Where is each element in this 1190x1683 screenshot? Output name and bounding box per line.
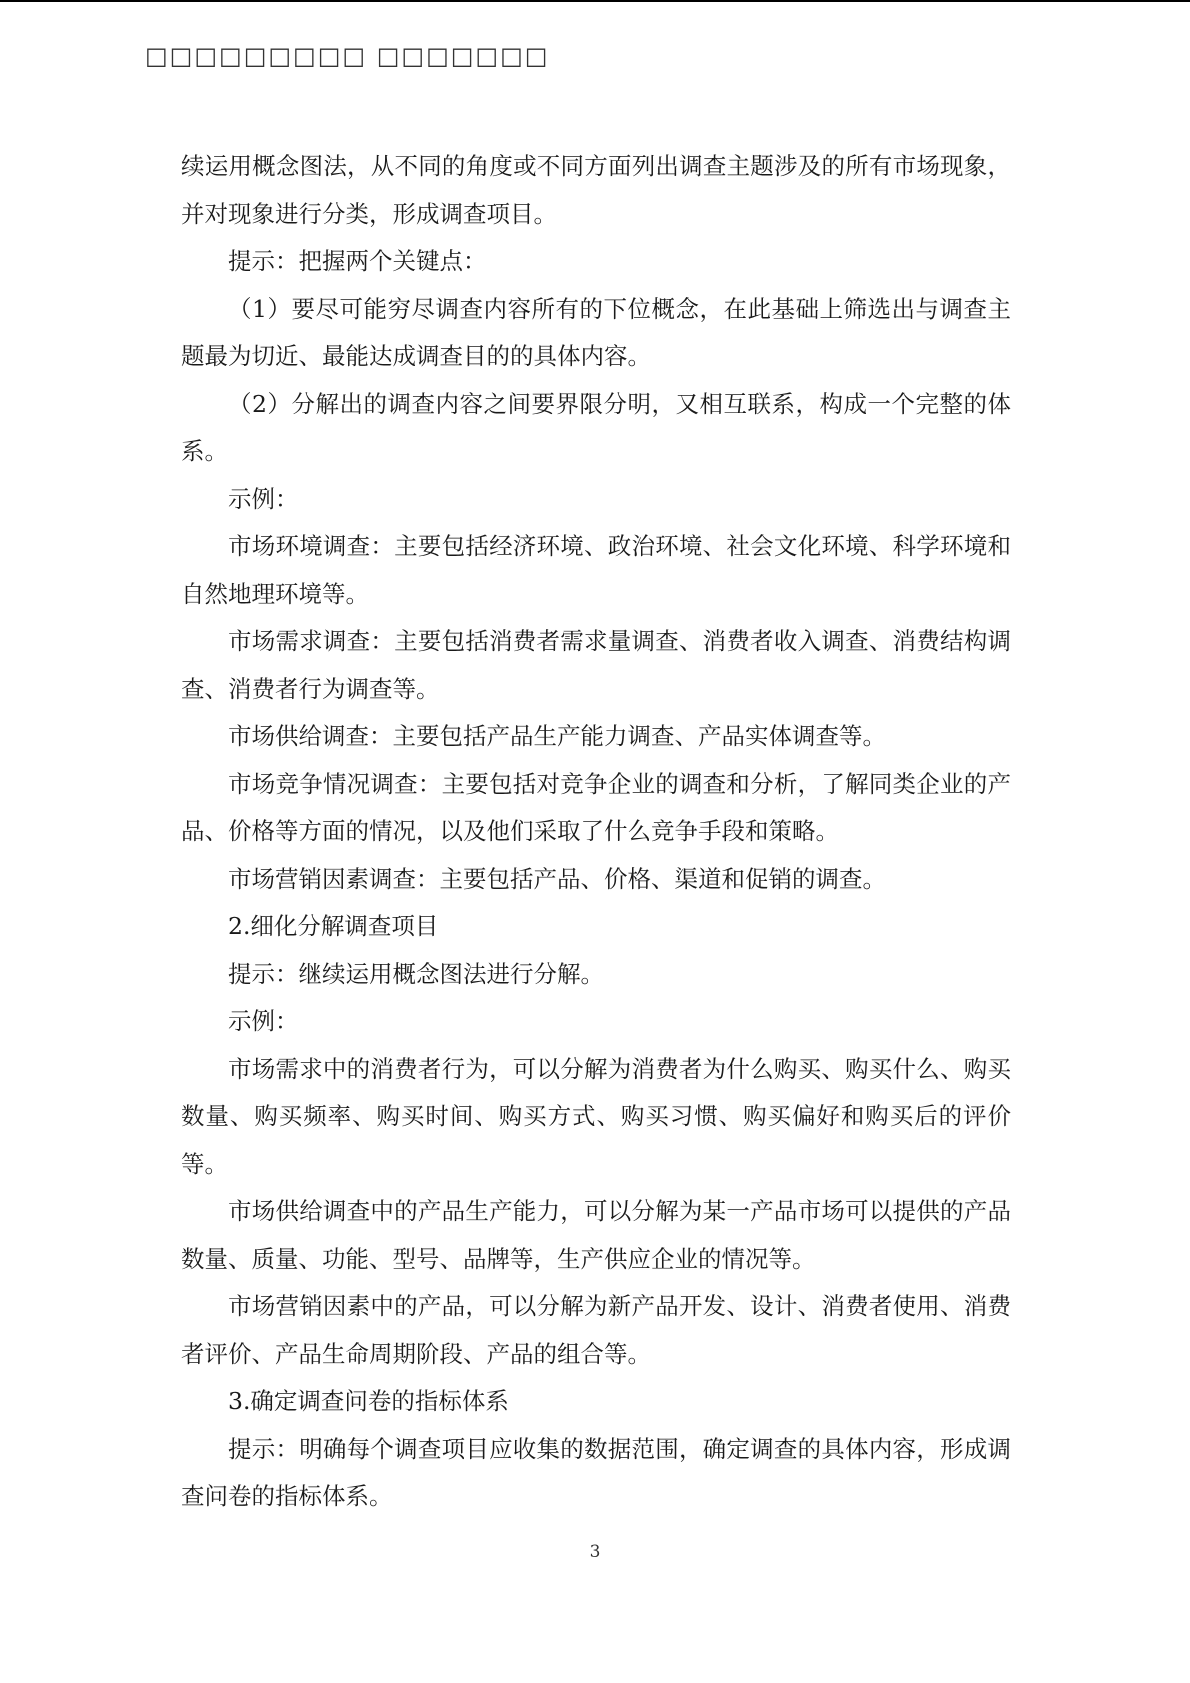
paragraph-market-demand: 市场需求调查：主要包括消费者需求量调查、消费者收入调查、消费结构调查、消费者行为调查等。 (181, 627, 1011, 703)
running-header: □□□□□□□□□ □□□□□□□ (145, 42, 550, 70)
paragraph-production-capacity: 市场供给调查中的产品生产能力，可以分解为某一产品市场可以提供的产品数量、质量、功能、型号、品牌等，生产供应企业的情况等。 (181, 1197, 1011, 1273)
paragraph-market-competition: 市场竞争情况调查：主要包括对竞争企业的调查和分析，了解同类企业的产品、价格等方面的情况，以及他们采取了什么竞争手段和策略。 (181, 769, 1011, 845)
paragraph-consumer-behavior: 市场需求中的消费者行为，可以分解为消费者为什么购买、购买什么、购买数量、购买频率、购买时间、购买方式、购买习惯、购买偏好和购买后的评价等。 (181, 1054, 1011, 1178)
paragraph-market-environment: 市场环境调查：主要包括经济环境、政治环境、社会文化环境、科学环境和自然地理环境等。 (181, 532, 1011, 608)
paragraph-point-2: （2）分解出的调查内容之间要界限分明，又相互联系，构成一个完整的体系。 (181, 389, 1011, 465)
paragraph-example-label: 示例： (228, 484, 299, 513)
paragraph-point-1: （1）要尽可能穷尽调查内容所有的下位概念，在此基础上筛选出与调查主题最为切近、最能达成调查目的的具体内容。 (181, 294, 1011, 370)
paragraph-market-supply: 市场供给调查：主要包括产品生产能力调查、产品实体调查等。 (228, 722, 886, 750)
page-number: 3 (589, 1542, 601, 1562)
paragraph-continuation: 续运用概念图法，从不同的角度或不同方面列出调查主题涉及的所有市场现象，并对现象进行分类，形成调查项目。 (181, 152, 1011, 228)
paragraph-example-label-2: 示例： (228, 1007, 299, 1035)
body-text (181, 143, 1011, 1521)
section-heading-3: 3.确定调查问卷的指标体系 (228, 1387, 509, 1415)
paragraph-hint-indicators: 提示：明确每个调查项目应收集的数据范围，确定调查的具体内容，形成调查问卷的指标体系。 (181, 1434, 1011, 1510)
paragraph-marketing-factors: 市场营销因素调查：主要包括产品、价格、渠道和促销的调查。 (228, 864, 886, 893)
paragraph-hint-decompose: 提示：继续运用概念图法进行分解。 (228, 959, 604, 988)
section-heading-2: 2.细化分解调查项目 (228, 912, 439, 940)
top-border-rule (0, 0, 1190, 2)
paragraph-marketing-product: 市场营销因素中的产品，可以分解为新产品开发、设计、消费者使用、消费者评价、产品生命周期阶段、产品的组合等。 (181, 1292, 1011, 1368)
paragraph-hint-key-points: 提示：把握两个关键点： (228, 247, 487, 275)
